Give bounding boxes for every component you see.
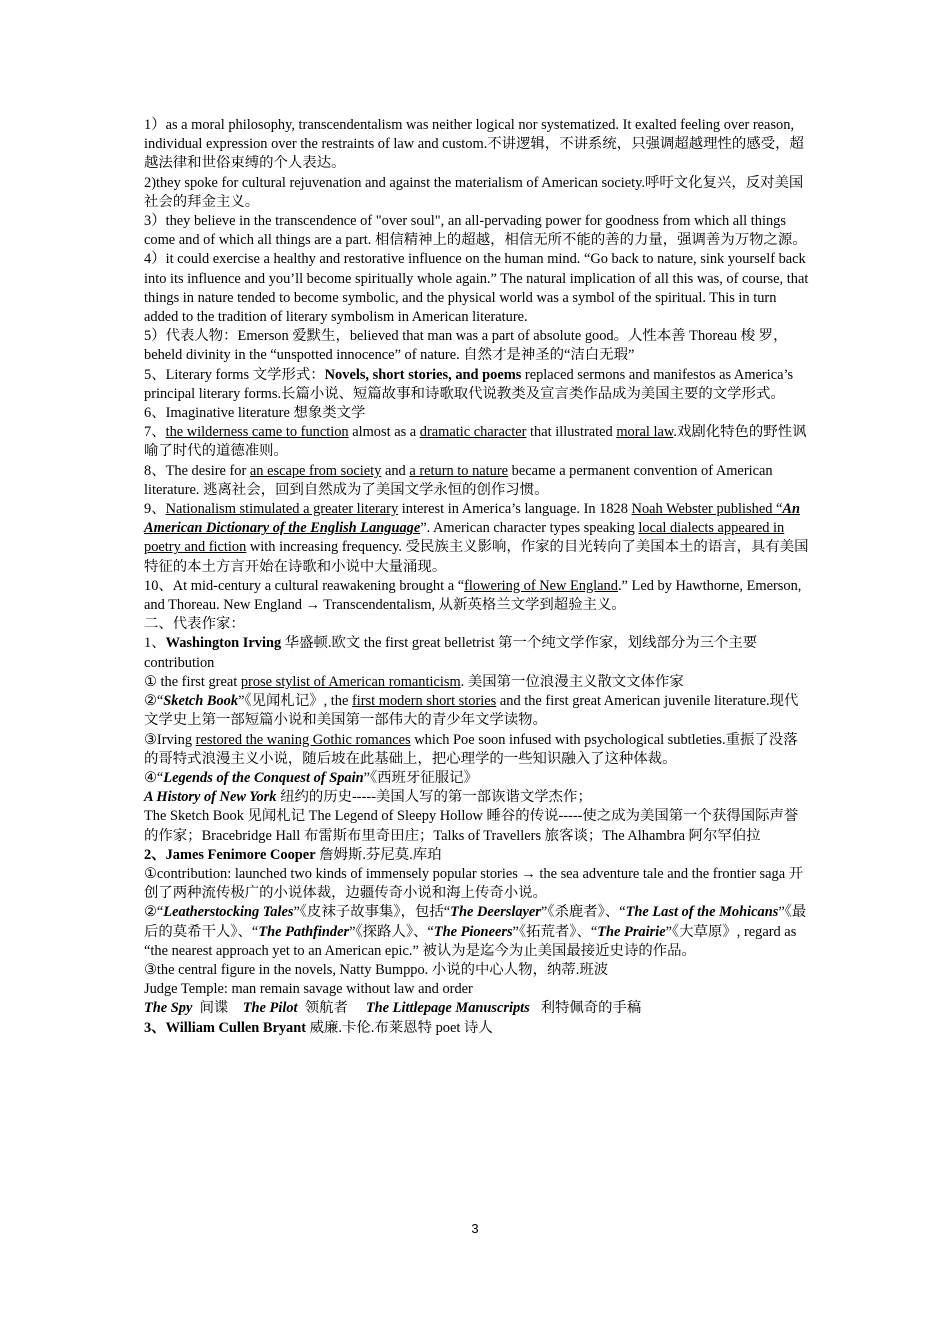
text-run: 利特佩奇的手稿 [529,1000,642,1017]
section-heading: 二、代表作家： [144,616,245,633]
text-run: ”《杀鹿者》、“ [540,904,626,921]
book-title: The Deerslayer [450,904,541,921]
book-title: The Pilot [242,1000,298,1017]
underlined-text: prose stylist of American romanticism [240,673,461,690]
paragraph [144,1019,810,1038]
book-title: Leatherstocking Tales [163,904,294,921]
text-run: that illustrated [526,424,617,441]
underlined-text: the wilderness came to function [165,424,349,441]
underlined-text: moral law [616,424,674,441]
paragraph [144,577,810,615]
text-run: 5、Literary forms 文学形式： [144,366,325,383]
book-title: The Pioneers [433,923,513,940]
paragraph [144,692,810,730]
underlined-text: flowering of New England [464,577,618,594]
paragraph [144,423,810,461]
paragraph: The Sketch Book 见闻札记 The Legend of Sleepy Hollow 睡谷的传说-----使之成为美国第一个获得国际声誉的作家；Bracebridge Hall 布雷斯布里奇田庄；Talks of Travellers 旅客谈；The Alhambra 阿尔罕伯拉 [144,808,799,844]
text-run: ”《拓荒者》、“ [512,923,598,940]
underlined-text: Noah Webster published “ [631,501,783,518]
text-run: 威廉.卡伦.布莱恩特 poet 诗人 [306,1019,493,1036]
book-title: The Last of the Mohicans [625,904,779,921]
book-title: The Prairie [597,923,666,940]
paragraph [144,846,810,865]
text-run: 1、 [144,635,166,652]
author-name: Washington Irving [165,635,282,652]
text-run: 7、 [144,424,166,441]
paragraph [144,903,810,961]
paragraph: 3）they believe in the transcendence of "over soul", an all-pervading power for goodness from which all things come and of which all things are a part. 相信精神上的超越，相信无所不能的善的力量，强调善为万物之源。 [144,213,807,249]
book-title: A History of New York [144,789,277,806]
text-run: and [381,462,410,479]
text-run: 9、 [144,501,166,518]
text-run: ”. American character types speaking [420,520,639,537]
paragraph: ①contribution: launched two kinds of immensely popular stories → the sea adventure tale and the frontier saga 开创了两种流传极广的小说体裁，边疆传奇小说和海上传奇小说。 [144,865,804,902]
text-run: almost as a [348,424,420,441]
underlined-text: local dialects appeared in poetry and fiction [144,520,785,556]
text-run: interest in America’s language. In 1828 [398,501,632,518]
text-run: . 美国第一位浪漫主义散文文体作家 [460,673,684,690]
paragraph [144,769,810,788]
text-run: .戏剧化特色的野性讽喻了时代的道德准则。 [144,424,807,460]
paragraph [144,500,810,577]
paragraph [144,634,810,672]
paragraph: 5）代表人物：Emerson 爱默生，believed that man was a part of absolute good。人性本善 Thoreau 梭 罗，beheld divinity in the “unspotted innocence” of nature. 自然才是神圣的“洁白无瑕” [144,328,788,364]
text-run: 领航者 [297,1000,366,1017]
text-run: ”《见闻札记》, the [238,693,352,710]
book-title: Legends of the Conquest of Spain [163,769,364,786]
book-title: The Pathfinder [258,923,350,940]
paragraph [144,788,810,807]
text-run: with increasing frequency. 受民族主义影响，作家的目光转向了美国本土的语言，具有美国特征的本土方言开始在诗歌和小说中大量涌现。 [144,539,809,575]
text-run: ”《皮袜子故事集》，包括“ [293,904,451,921]
underlined-text: an escape from society [249,462,382,479]
book-title: An American Dictionary of the English Language [144,501,800,537]
author-name: 3、William Cullen Bryant [144,1019,307,1036]
paragraph: ③the central figure in the novels, Natty Bumppo. 小说的中心人物，纳蒂.班波 [144,961,609,978]
text-run: .” Led by Hawthorne, Emerson, and Thoreau. New England → Transcendentalism, 从新英格兰文学到超验主义。 [144,577,802,614]
book-title: The Spy [144,1000,193,1017]
paragraph [144,462,810,500]
text-run: 詹姆斯.芬尼莫.库珀 [315,846,442,863]
paragraph [144,366,810,404]
text-run: ②“ [144,904,164,921]
text-run: 纽约的历史-----美国人写的第一部诙谐文学杰作； [276,789,592,806]
paragraph [144,999,810,1018]
paragraph: 4）it could exercise a healthy and restorative influence on the human mind. “Go back to nature, sink yourself back into its influence and you’ll become spiritually whole again.” The natural implication of all this was, of course, that things in nature tended to become symbolic, and the physical world was a symbol of the spiritual. This in turn added to the tradition of literary symbolism in American literature. [144,251,809,326]
text-run: replaced sermons and manifestos as America’s principal literary forms.长篇小说、短篇故事和诗歌取代说教类及宣言类作品成为美国主要的文学形式。 [144,366,794,402]
text-run: ②“ [144,693,164,710]
text-run: ”《探路人》、“ [349,923,434,940]
text-run: which Poe soon infused with psychological subtleties.重振了没落的哥特式浪漫主义小说，随后坡在此基础上，把心理学的一些知识融入了这种体裁。 [144,731,798,767]
paragraph: 2)they spoke for cultural rejuvenation and against the materialism of American society.呼吁文化复兴，反对美国社会的拜金主义。 [144,174,804,210]
paragraph: 1）as a moral philosophy, transcendentalism was neither logical nor systematized. It exalted feeling over reason, individual expression over the restraints of law and custom.不讲逻辑，不讲系统，只强调超越理性的感受，超越法律和世俗束缚的个人表达。 [144,117,804,172]
page-number: 3 [471,1221,479,1236]
text-run: 10、At mid-century a cultural reawakening brought a “ [144,577,465,594]
underlined-text: dramatic character [419,424,527,441]
text-run: became a permanent convention of American literature. 逃离社会，回到自然成为了美国文学永恒的创作习惯。 [144,462,773,498]
underlined-text: a return to nature [409,462,509,479]
underlined-text: first modern short stories [351,693,497,710]
underlined-text: restored the waning Gothic romances [195,731,411,748]
text-run: ”《最后的莫希干人》、“ [144,904,807,940]
text-run: 8、The desire for [144,462,250,479]
text-run: ③Irving [144,731,196,748]
text-run: ”《大草原》, regard as “the nearest approach yet to an American epic.” 被认为是迄今为止美国最接近史诗的作品。 [144,923,797,959]
text-run: and the first great American juvenile literature.现代文学史上第一部短篇小说和美国第一部伟大的青少年文学读物。 [144,693,799,729]
text-run: ④“ [144,769,164,786]
bold-text: Novels, short stories, and poems [324,366,522,383]
text-run: ① the first great [144,673,241,690]
paragraph: 6、Imaginative literature 想象类文学 [144,405,366,422]
book-title: The Littlepage Manuscripts [365,1000,530,1017]
author-name: 2、James Fenimore Cooper [144,846,316,863]
paragraph [144,673,810,692]
text-run: 间谍 [192,1000,243,1017]
paragraph: Judge Temple: man remain savage without law and order [144,981,473,998]
book-title: Sketch Book [163,693,239,710]
underlined-text: Nationalism stimulated a greater literary [165,501,399,518]
paragraph [144,731,810,769]
document-body [144,116,810,1038]
text-run: 华盛顿.欧文 the first great belletrist 第一个纯文学作家，划线部分为三个主要 contribution [144,635,758,671]
text-run: ”《西班牙征服记》 [363,769,478,786]
